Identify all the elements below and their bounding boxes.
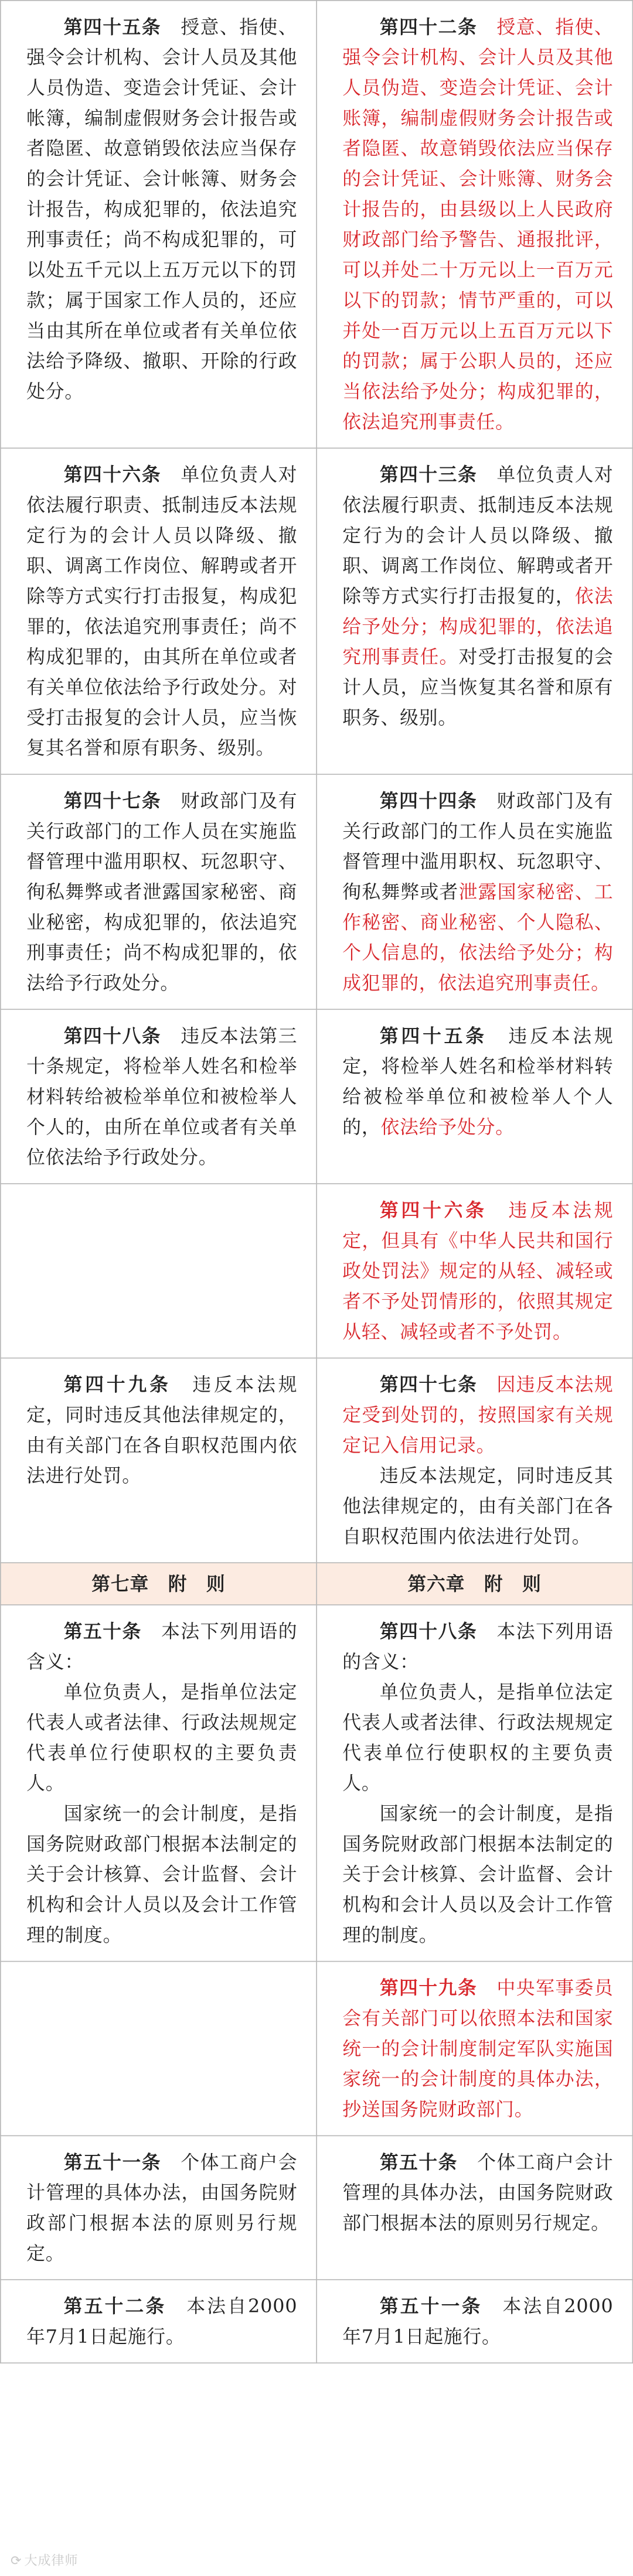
article-paragraph (26, 785, 297, 998)
article-text: 单位负责人，是指单位法定代表人或者法律、行政法规规定代表单位行使职权的主要负责人。 (26, 1681, 298, 1794)
old-law-cell (1, 1605, 316, 1962)
article-text: 财政部门及有关行政部门的工作人员在实施监督管理中滥用职权、玩忽职守、徇私舞弊或者泄露国家秘密、商业秘密，构成犯罪的，依法追究刑事责任；尚不构成犯罪的，依法给予行政处分。 (26, 790, 298, 994)
old-law-cell (1, 1009, 316, 1184)
new-law-cell (316, 1563, 632, 1605)
article-paragraph (342, 1798, 613, 1950)
article-text: 第六章 附 则 (407, 1572, 542, 1595)
old-law-cell (1, 1563, 316, 1605)
article-row (1, 1962, 632, 2136)
article-text: 对受打击报复的会计人员，应当恢复其名誉和原有职务、级别。 (342, 645, 614, 729)
amended-text: 违反本法规定，但具有《中华人民共和国行政处罚法》规定的从轻、减轻或者不予处罚情形的，依照其规定从轻、减轻或者不予处罚。 (342, 1199, 614, 1342)
old-law-cell (1, 1, 316, 448)
article-paragraph (342, 1973, 613, 2124)
article-paragraph (26, 12, 297, 406)
article-text: 单位负责人，是指单位法定代表人或者法律、行政法规规定代表单位行使职权的主要负责人。 (342, 1681, 614, 1794)
amended-text: 因违反本法规定受到处罚的，按照国家有关规定记入信用记录。 (342, 1374, 614, 1456)
chapter-title (327, 1566, 622, 1601)
article-number: 第四十三条 (379, 463, 478, 486)
article-number: 第五十二条 (63, 2295, 166, 2317)
new-law-cell (316, 1009, 632, 1184)
article-number: 第四十六条 (63, 463, 162, 486)
old-law-cell (1, 1962, 316, 2136)
article-text: 违反本法规定，同时违反其他法律规定的，由有关部门在各自职权范围内依法进行处罚。 (342, 1464, 614, 1547)
watermark-text: 大成律师 (24, 2554, 79, 2568)
article-number: 第五十条 (63, 1620, 142, 1642)
chapter-header-row (1, 1563, 632, 1605)
old-law-cell (1, 1358, 316, 1563)
article-text: 国家统一的会计制度，是指国务院财政部门根据本法制定的关于会计核算、会计监督、会计机构和会计人员以及会计工作管理的制度。 (342, 1802, 614, 1946)
article-paragraph (342, 1020, 613, 1142)
article-text: 个体工商户会计管理的具体办法，由国务院财政部门根据本法的原则另行规定。 (26, 2151, 298, 2264)
old-law-cell (1, 1184, 316, 1358)
article-text: 个体工商户会计管理的具体办法，由国务院财政部门根据本法的原则另行规定。 (342, 2151, 614, 2234)
article-paragraph (342, 1616, 613, 1677)
article-text: 违反本法规定，将检举人姓名和检举材料转给被检举单位和被检举人个人的， (342, 1025, 614, 1138)
article-text: 单位负责人对依法履行职责、抵制违反本法规定行为的会计人员以降级、撤职、调离工作岗位、解聘或者开除等方式实行打击报复的， (342, 463, 614, 607)
article-paragraph (26, 1798, 297, 1950)
old-law-cell (1, 2136, 316, 2280)
article-row (1, 1358, 632, 1563)
article-row (1, 1, 632, 448)
new-law-cell (316, 1358, 632, 1563)
new-law-cell (316, 2280, 632, 2363)
article-number: 第四十九条 (379, 1976, 478, 1999)
article-number: 第四十七条 (379, 1373, 478, 1396)
table-body (1, 1, 632, 2363)
article-text: 国家统一的会计制度，是指国务院财政部门根据本法制定的关于会计核算、会计监督、会计机构和会计人员以及会计工作管理的制度。 (26, 1802, 298, 1946)
article-paragraph (342, 2147, 613, 2239)
article-number: 第四十五条 (379, 1024, 487, 1047)
amended-text: 中央军事委员会有关部门可以依照本法和国家统一的会计制度制定军队实施国家统一的会计制度的具体办法，抄送国务院财政部门。 (342, 1977, 614, 2120)
old-law-cell (1, 448, 316, 774)
article-number: 第四十八条 (63, 1024, 162, 1047)
article-text: 授意、指使、强令会计机构、会计人员及其他人员伪造、变造会计凭证、会计帐簿，编制虚假财务会计报告或者隐匿、故意销毁依法应当保存的会计凭证、会计帐簿、财务会计报告，构成犯罪的，依法追究刑事责任；尚不构成犯罪的，可以处五千元以上五万元以下的罚款；属于国家工作人员的，还应当由其所在单位或者有关单位依法给予降级、撤职、开除的行政处分。 (26, 16, 298, 402)
new-law-cell (316, 448, 632, 774)
article-paragraph (26, 1369, 297, 1491)
new-law-cell (316, 1962, 632, 2136)
new-law-cell (316, 2136, 632, 2280)
article-paragraph (342, 2291, 613, 2352)
article-row (1, 448, 632, 774)
old-law-cell (1, 2280, 316, 2363)
article-text: 本法自2000年7月1日起施行。 (342, 2295, 614, 2348)
brand-logo-icon: ⟳ (11, 2554, 22, 2568)
article-number: 第四十八条 (379, 1620, 478, 1642)
amended-text: 授意、指使、强令会计机构、会计人员及其他人员伪造、变造会计凭证、会计账簿，编制虚假财务会计报告或者隐匿、故意销毁依法应当保存的会计凭证、会计账簿、财务会计报告的，由县级以上人民政府财政部门给予警告、通报批评，可以并处二十万元以上一百万元以下的罚款；情节严重的，可以并处一百万元以上五百万元以下的罚款；属于公职人员的，还应当依法给予处分；构成犯罪的，依法追究刑事责任。 (342, 16, 614, 433)
article-paragraph (342, 1195, 613, 1347)
article-paragraph (342, 459, 613, 733)
article-number: 第四十九条 (63, 1373, 171, 1396)
article-text: 第七章 附 则 (91, 1572, 226, 1595)
article-row (1, 2280, 632, 2363)
new-law-cell (316, 774, 632, 1009)
article-text: 单位负责人对依法履行职责、抵制违反本法规定行为的会计人员以降级、撤职、调离工作岗位、解聘或者开除等方式实行打击报复，构成犯罪的，依法追究刑事责任；尚不构成犯罪的，由其所在单位或者有关单位依法给予行政处分。对受打击报复的会计人员，应当恢复其名誉和原有职务、级别。 (26, 463, 298, 759)
watermark (11, 2551, 78, 2569)
article-row (1, 1184, 632, 1358)
article-paragraph (26, 1616, 297, 1677)
amended-text: 依法给予处分。 (380, 1116, 515, 1138)
article-paragraph (342, 785, 613, 998)
article-text: 本法下列用语的含义： (26, 1620, 298, 1673)
article-paragraph (26, 459, 297, 763)
article-number: 第四十四条 (379, 789, 478, 812)
article-paragraph (342, 1369, 613, 1461)
article-text: 违反本法第三十条规定，将检举人姓名和检举材料转给被检举单位和被检举人个人的，由所在单位或者有关单位依法给予行政处分。 (26, 1025, 298, 1169)
article-row (1, 1009, 632, 1184)
article-paragraph (26, 2147, 297, 2268)
article-number: 第四十二条 (379, 15, 478, 38)
amended-text: 依法给予处分；构成犯罪的，依法追究刑事责任。 (342, 585, 614, 668)
article-number: 第五十条 (379, 2151, 458, 2173)
article-text: 财政部门及有关行政部门的工作人员在实施监督管理中滥用职权、玩忽职守、徇私舞弊或者 (342, 790, 614, 903)
article-text: 违反本法规定，同时违反其他法律规定的，由有关部门在各自职权范围内依法进行处罚。 (26, 1374, 298, 1487)
article-number: 第五十一条 (379, 2295, 482, 2317)
amended-text: 泄露国家秘密、工作秘密、商业秘密、个人隐私、个人信息的，依法给予处分；构成犯罪的，依法追究刑事责任。 (342, 881, 614, 994)
new-law-cell (316, 1605, 632, 1962)
article-paragraph (26, 2291, 297, 2352)
article-text: 本法下列用语的含义： (342, 1620, 614, 1673)
article-number: 第四十六条 (379, 1198, 487, 1221)
new-law-cell (316, 1, 632, 448)
old-law-cell (1, 774, 316, 1009)
chapter-title (11, 1566, 306, 1601)
article-paragraph (26, 1677, 297, 1798)
article-paragraph (342, 1677, 613, 1798)
article-text: 本法自2000年7月1日起施行。 (26, 2295, 298, 2348)
article-row (1, 1605, 632, 1962)
article-row (1, 2136, 632, 2280)
article-row (1, 774, 632, 1009)
article-paragraph (342, 1460, 613, 1552)
article-number: 第四十五条 (63, 15, 162, 38)
article-paragraph (26, 1020, 297, 1172)
new-law-cell (316, 1184, 632, 1358)
article-number: 第五十一条 (63, 2151, 162, 2173)
article-paragraph (342, 12, 613, 437)
article-number: 第四十七条 (63, 789, 162, 812)
